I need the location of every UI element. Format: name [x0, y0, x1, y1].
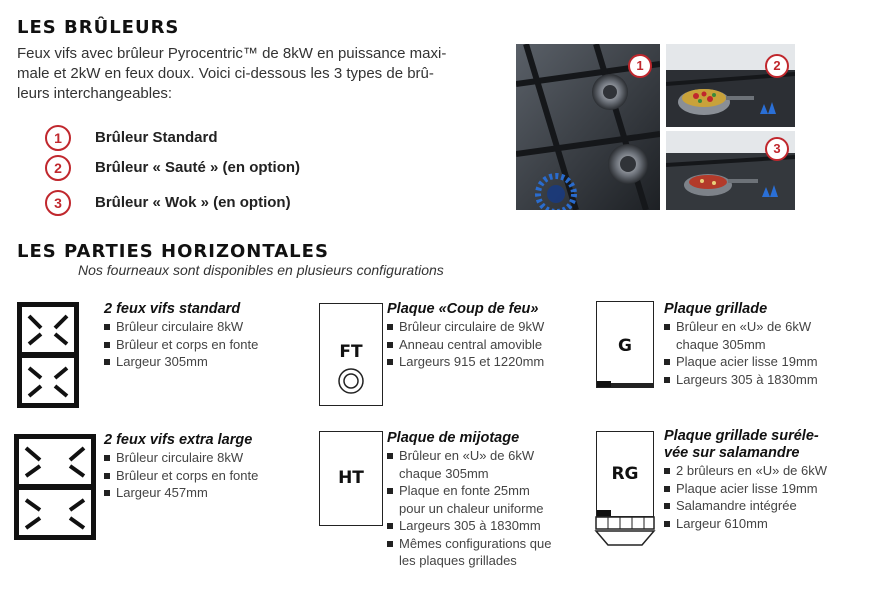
card-title-line: Plaque grillade suréle-: [664, 428, 819, 444]
bullet-item: 2 brûleurs en «U» de 6kW: [664, 462, 874, 480]
bullet-item: Brûleur et corps en fonte: [104, 336, 304, 354]
bullet-item: Mêmes configurations que: [387, 535, 592, 553]
card-g: [664, 301, 874, 388]
bullet-item: Salamandre intégrée: [664, 497, 874, 515]
horizontal-subtitle: Nos fourneaux sont disponibles en plusieurs configurations: [78, 262, 444, 278]
bullet-item: Brûleur circulaire 8kW: [104, 449, 314, 467]
bullet-item: Plaque acier lisse 19mm: [664, 353, 874, 371]
bullet-item: chaque 305mm: [676, 336, 766, 352]
card-title: Plaque de mijotage: [387, 430, 520, 446]
card-ft: [387, 301, 592, 371]
bullet-item: pour un chaleur uniforme: [399, 500, 544, 516]
plate-corner: [597, 381, 611, 387]
bullet-item: Brûleur en «U» de 6kW: [387, 447, 592, 465]
photo-badge-3: 3: [765, 137, 789, 161]
number-badge: 2: [45, 155, 71, 181]
bullet-item: Largeurs 915 et 1220mm: [387, 353, 592, 371]
bullet-item: les plaques grillades: [399, 553, 517, 568]
burner-label: Brûleur Standard: [95, 129, 218, 146]
photo-standard-burner: [516, 44, 660, 210]
bullet-item: chaque 305mm: [399, 465, 489, 481]
plate-code: RG: [611, 464, 639, 484]
card-standard: [104, 301, 304, 371]
card-bullets: [664, 462, 874, 532]
bullet-item: Plaque acier lisse 19mm: [664, 480, 874, 498]
bullet-item: Brûleur en «U» de 6kW: [664, 318, 874, 336]
plate-g-icon: [596, 301, 654, 388]
photo-wok-burner: [666, 131, 795, 210]
number-badge: 1: [45, 125, 71, 151]
card-bullets: [664, 318, 874, 388]
bullet-item: Brûleur circulaire de 9kW: [387, 318, 592, 336]
plate-ft-icon: [319, 303, 383, 406]
intro-line: leurs interchangeables:: [17, 85, 173, 102]
burner-list: [45, 125, 300, 216]
card-title: Plaque «Coup de feu»: [387, 301, 539, 317]
photo-badge-1: 1: [628, 54, 652, 78]
number-badge: 3: [45, 190, 71, 216]
intro-line: Feux vifs avec brûleur Pyrocentric™ de 8kW en puissance maxi-: [17, 45, 447, 62]
card-bullets: [387, 318, 592, 371]
card-rg: [664, 428, 874, 532]
card-ht: [387, 430, 592, 570]
card-title: Plaque grillade: [664, 301, 768, 317]
bullet-item: Largeurs 305 à 1830mm: [387, 517, 592, 535]
card-bullets: [104, 318, 304, 371]
burner-item-saute: [45, 155, 300, 181]
bullet-item: Largeur 457mm: [104, 484, 314, 502]
card-title-line: vée sur salamandre: [664, 445, 800, 461]
card-bullets: [387, 447, 592, 570]
bullet-item: Largeur 305mm: [104, 353, 304, 371]
plate-code: G: [618, 336, 632, 356]
burner-item-wok: [45, 190, 300, 216]
card-title: 2 feux vifs standard: [104, 301, 241, 317]
burners-intro: [17, 44, 507, 104]
intro-line: male et 2kW en feux doux. Voici ci-dessous les 3 types de brû-: [17, 65, 434, 82]
bullet-item: Largeur 610mm: [664, 515, 874, 533]
salamander-drawing: [594, 515, 656, 549]
plate-ht-icon: [319, 431, 383, 526]
grate-extra-large-icon: [14, 434, 96, 540]
card-title: 2 feux vifs extra large: [104, 432, 253, 448]
section-heading-burners: LES BRÛLEURS: [17, 17, 180, 38]
plate-code: HT: [338, 468, 364, 488]
section-heading-horizontal: LES PARTIES HORIZONTALES: [17, 241, 329, 262]
plate-code: FT: [339, 342, 363, 362]
card-extra-large: [104, 432, 314, 502]
bullet-item: Brûleur circulaire 8kW: [104, 318, 304, 336]
burner-label: Brûleur « Wok » (en option): [95, 194, 291, 211]
bullet-item: Plaque en fonte 25mm: [387, 482, 592, 500]
grate-standard-icon: [17, 302, 79, 408]
burner-label: Brûleur « Sauté » (en option): [95, 159, 301, 176]
bullet-item: Anneau central amovible: [387, 336, 592, 354]
card-bullets: [104, 449, 314, 502]
burner-item-standard: [45, 125, 300, 151]
photo-saute-burner: [666, 44, 795, 127]
photo-badge-2: 2: [765, 54, 789, 78]
bullet-item: Brûleur et corps en fonte: [104, 467, 314, 485]
bullet-item: Largeurs 305 à 1830mm: [664, 371, 874, 389]
plate-rg-icon: [594, 429, 656, 549]
